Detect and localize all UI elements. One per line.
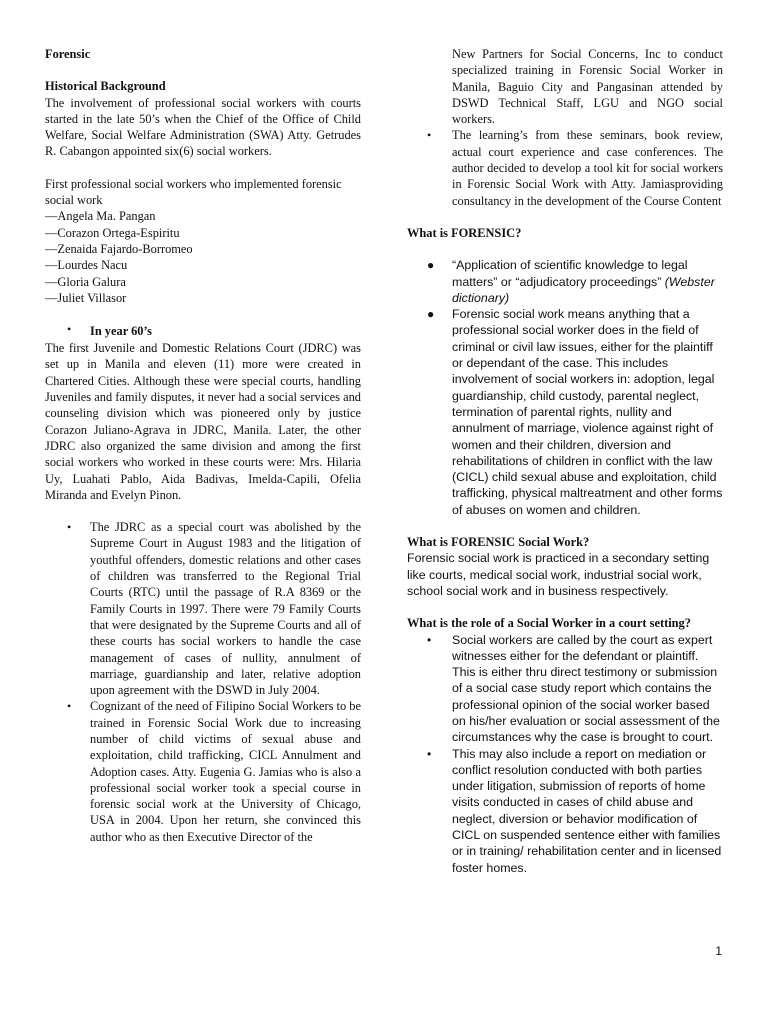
forensic-definition-text: “Application of scientific knowledge to legal matters” or “adjudicatory proceedings” <box>452 258 688 289</box>
bullet-icon: ● <box>427 307 435 322</box>
list-item: —Juliet Villasor <box>45 290 127 305</box>
bullet-icon: • <box>427 128 432 143</box>
list-item <box>45 519 361 698</box>
bullet-icon: • <box>67 520 72 535</box>
left-column <box>45 46 361 845</box>
forensic-definition-source: (Webster dictionary) <box>452 274 715 305</box>
history-bullet-list <box>45 519 361 845</box>
list-item: —Zenaida Fajardo-Borromeo <box>45 241 193 256</box>
list-item <box>407 306 723 518</box>
first-social-workers-list <box>45 208 361 306</box>
list-item-text: This may also include a report on mediation or conflict resolution conducted with both parties under litigation, submission of reports of home visits conducted in cases of child abuse and neglect, diversion or behavior modification of CICL on suspended sentence either with families or in training/ rehabilitation center and in licensed foster homes. <box>452 746 722 875</box>
list-item-text: Social workers are called by the court as expert witnesses either for the defendant or plaintiff. This is either thru direct testimony or submission of a social case study report which contains the professional opinion of the social worker based on his/her evaluation or social assessment of the circumstances why the case is brought to court. <box>452 632 720 745</box>
forensic-definition-list <box>407 257 723 518</box>
document-title: Forensic <box>45 47 91 61</box>
what-is-forensic-social-work-heading: What is FORENSIC Social Work? <box>407 535 590 550</box>
year-60s-heading-item <box>45 322 361 340</box>
list-item: —Lourdes Nacu <box>45 258 128 273</box>
list-item <box>45 698 361 845</box>
bullet-icon: ● <box>427 258 435 273</box>
list-item <box>407 746 723 876</box>
list-item: —Corazon Ortega-Espiritu <box>45 225 180 240</box>
list-item-text: The JDRC as a special court was abolished by the Supreme Court in August 1983 and the litigation of youthful offenders, domestic relations and other cases of children was transferred to the Regional Trial Courts (RTC) until the passage of R.A 8369 or the Family Courts in 1997. There were 79 Family Courts that were designated by the Supreme Courts and all of these courts has social workers to handle the case management of cases of nullity, annulment of marriage, guardianship and later, relative adoption upon agreement with the DSWD in July 2004. <box>90 520 361 698</box>
bullet-icon: • <box>427 746 432 761</box>
right-column <box>407 46 723 876</box>
bullet-icon: • <box>67 699 72 714</box>
list-item <box>407 127 723 208</box>
first-social-workers-intro: First professional social workers who implemented forensic social work <box>45 176 342 208</box>
historical-background-heading: Historical Background <box>45 79 166 94</box>
role-of-social-worker-heading: What is the role of a Social Worker in a court setting? <box>407 616 691 631</box>
list-item <box>407 632 723 746</box>
page-number: 1 <box>715 944 722 958</box>
list-item: —Gloria Galura <box>45 274 126 289</box>
year-60s-heading: In year 60’s <box>90 324 152 339</box>
continued-paragraph: New Partners for Social Concerns, Inc to conduct specialized training in Forensic Social Worker in Manila, Baguio City and Pangasinan attended by DSWD Technical Staff, LGU and NGO social workers. <box>452 47 723 127</box>
list-item-text: Forensic social work means anything that a professional social worker does in the field of criminal or civil law issues, either for the plaintiff or dependant of the case. This includes involvement of social workers in: adoption, legal guardianship, child custody, parental neglect, termination of parental rights, nullity and annulment of marriage, violence against right of women and their children, diversion and rehabilitations of children in conflict with the law (CICL) child sexual abuse and exploitation, child trafficking, physical maltreatment and other forms of abuses on women and children. <box>452 307 723 517</box>
forensic-social-work-paragraph: Forensic social work is practiced in a secondary setting like courts, medical social work, industrial social work, school social work and in business respectively. <box>407 551 710 598</box>
bullet-icon: • <box>427 632 432 647</box>
list-item-text: The learning’s from these seminars, book review, actual court experience and case conferences. The author decided to develop a tool kit for social workers in Forensic Social Work with Atty. Jamiasproviding consultancy in the development of the Course Content <box>452 128 723 208</box>
bullet-icon: • <box>67 322 72 337</box>
list-item-text: Cognizant of the need of Filipino Social Workers to be trained in Forensic Social Work due to increasing number of child victims of sexual abuse and exploitation, child trafficking, CICL Annulment and Adoption cases. Atty. Eugenia G. Jamias who is also a professional social worker took a special course in forensic social work at the University of Chicago, USA in 2004. Upon her return, she convinced this author who as then Executive Director of the <box>90 699 361 844</box>
list-item: —Angela Ma. Pangan <box>45 209 156 224</box>
role-bullet-list <box>407 632 723 876</box>
historical-background-paragraph: The involvement of professional social workers with courts started in the late 50’s when the Chief of the Office of Child Welfare, Social Welfare Administration (SWA) Atty. Getrudes R. Cabangon appointed six(6) social workers. <box>45 95 361 159</box>
year-60s-paragraph: The first Juvenile and Domestic Relations Court (JDRC) was set up in Manila and eleven (11) more were created in Chartered Cities. Although these were special courts, handling Juveniles and family disputes, it never had a social services and counseling division which was pioneered only by justice Corazon Juliano-Agrava in JDRC, Manila. Later, the other JDRC also organized the same division and among the first social workers who worked in these courts were: Mrs. Hilaria Uy, Luahati Pablo, Aida Badivas, Imelda-Capili, Ofelia Miranda and Evelyn Pinon. <box>45 341 361 502</box>
list-item <box>407 257 723 306</box>
what-is-forensic-heading: What is FORENSIC? <box>407 225 522 240</box>
